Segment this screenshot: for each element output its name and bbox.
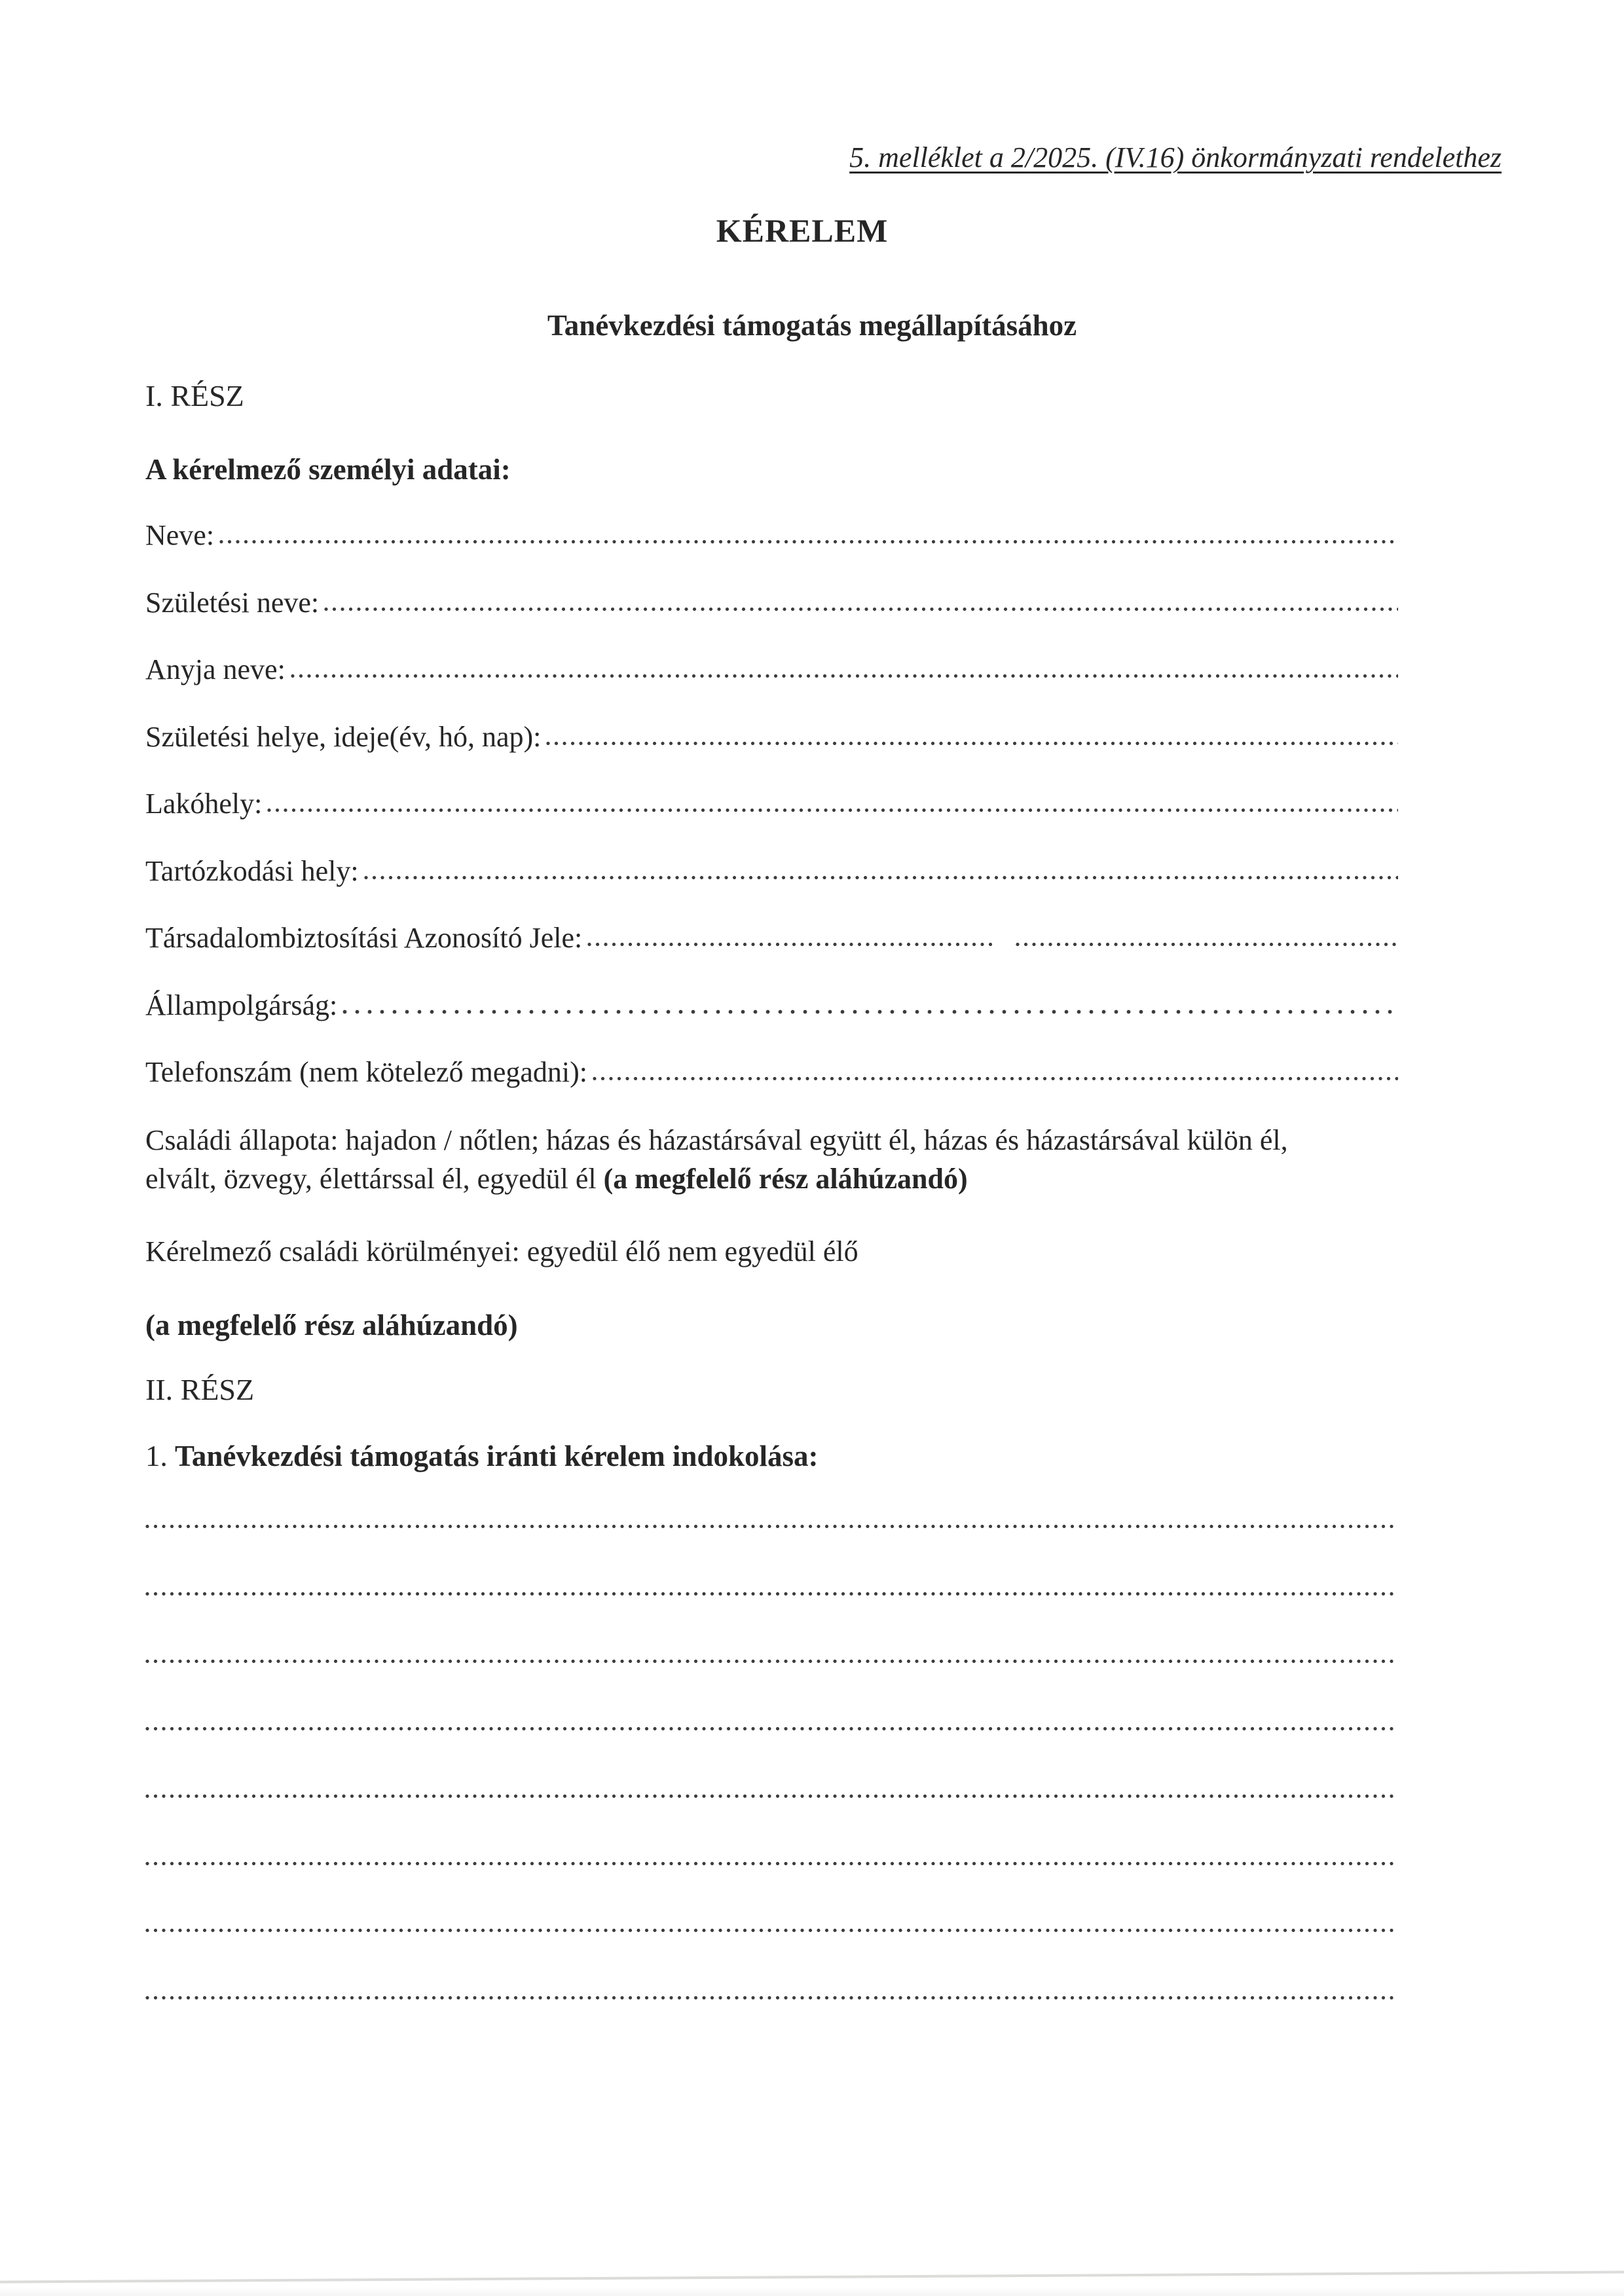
dotted-fill-line xyxy=(219,539,1398,545)
field-label: Állampolgárság: xyxy=(145,989,338,1021)
field-label: Anyja neve: xyxy=(145,653,286,685)
answer-dotted-line xyxy=(145,1591,1396,1597)
field-label: Születési neve: xyxy=(145,586,320,619)
dotted-fill-line xyxy=(291,673,1398,679)
form-field-row xyxy=(145,655,1398,684)
field-label: Társadalombiztosítási Azonosító Jele: xyxy=(145,922,583,954)
justification-heading xyxy=(145,1439,1519,1473)
field-label: Telefonszám (nem kötelező megadni): xyxy=(145,1056,587,1088)
justification-item-number: 1. xyxy=(145,1440,175,1472)
dotted-fill-line xyxy=(267,807,1398,813)
marital-status-text-line1: Családi állapota: hajadon / nőtlen; házas és házastársával együtt él, házas és házastársával külön él, xyxy=(145,1124,1288,1156)
part2-heading: II. RÉSZ xyxy=(145,1373,255,1406)
part1-heading: I. RÉSZ xyxy=(145,379,244,412)
field-label: Tartózkodási hely: xyxy=(145,854,359,887)
marital-status-text-line2: elvált, özvegy, élettárssal él, egyedül él xyxy=(145,1163,604,1195)
dotted-fill-line xyxy=(587,941,993,947)
scan-artifact-line xyxy=(0,2270,1624,2283)
form-field-row xyxy=(145,586,1398,619)
underline-instruction-inline: (a megfelelő rész aláhúzandó) xyxy=(603,1163,968,1195)
scan-edge-shadow xyxy=(0,2287,1624,2296)
dotted-fill-line xyxy=(593,1076,1398,1082)
form-field-row xyxy=(145,1058,1398,1087)
answer-dotted-line xyxy=(145,1726,1396,1732)
dotted-fill-line xyxy=(342,1009,1398,1015)
form-field-row xyxy=(145,924,1398,953)
form-field-row xyxy=(145,854,1398,887)
form-field-row xyxy=(145,720,1398,753)
field-label: Születési helye, ideje(év, hó, nap): xyxy=(145,720,542,753)
answer-dotted-line xyxy=(145,1523,1396,1529)
form-field-row xyxy=(145,991,1398,1020)
marital-status-paragraph xyxy=(145,1121,1519,1198)
form-field-row xyxy=(145,521,1398,550)
answer-dotted-line xyxy=(145,1927,1396,1933)
dotted-fill-line xyxy=(364,875,1398,881)
dotted-fill-line xyxy=(324,606,1398,612)
family-circumstances-line: Kérelmező családi körülményei: egyedül élő nem egyedül élő xyxy=(145,1235,858,1267)
document-subtitle: Tanévkezdési támogatás megállapításához xyxy=(547,309,1077,342)
personal-data-section-title: A kérelmező személyi adatai: xyxy=(145,453,511,486)
annex-reference-line: 5. melléklet a 2/2025. (IV.16) önkormányzati rendelethez xyxy=(849,141,1502,173)
justification-item-title: Tanévkezdési támogatás iránti kérelem indokolása: xyxy=(175,1440,819,1472)
answer-dotted-line xyxy=(145,1658,1396,1664)
answer-dotted-line xyxy=(145,1995,1396,2001)
dotted-fill-line xyxy=(546,740,1398,746)
answer-dotted-line xyxy=(145,1793,1396,1799)
form-field-row xyxy=(145,790,1398,818)
dotted-fill-line xyxy=(1016,941,1398,947)
field-label: Neve: xyxy=(145,519,215,551)
document-title: KÉRELEM xyxy=(716,212,889,249)
answer-dotted-line xyxy=(145,1861,1396,1867)
underline-instruction-note: (a megfelelő rész aláhúzandó) xyxy=(145,1309,518,1341)
field-label: Lakóhely: xyxy=(145,788,263,820)
